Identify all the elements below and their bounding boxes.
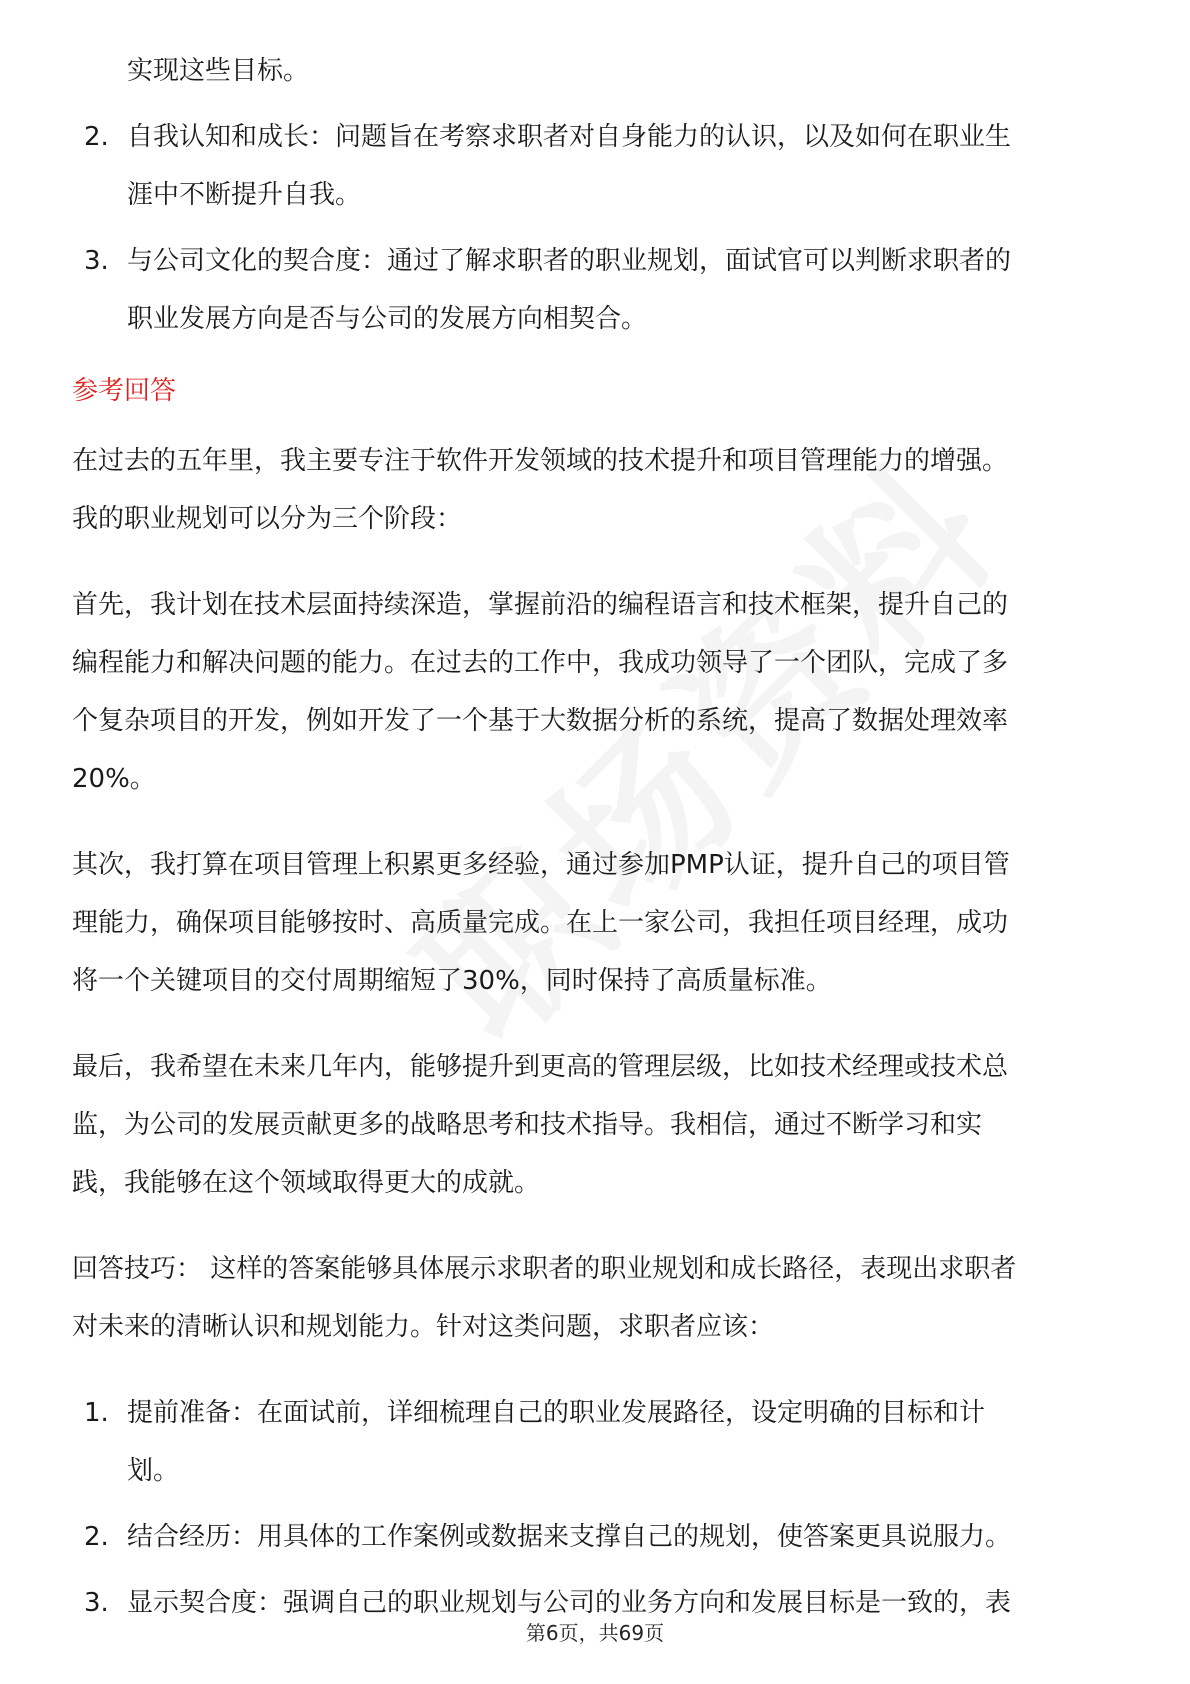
list-text-line: 划。 xyxy=(127,1456,180,1486)
list-number: 2. xyxy=(84,1522,109,1552)
paragraph xyxy=(72,1240,1122,1356)
paragraph-line: 最后，我希望在未来几年内，能够提升到更高的管理层级，比如技术经理或技术总 xyxy=(72,1052,1009,1082)
paragraph xyxy=(72,432,1122,548)
list-number: 3. xyxy=(84,246,109,276)
page-number-footer: 第6页，共69页 xyxy=(525,1621,665,1645)
list-text-line: 实现这些目标。 xyxy=(127,56,310,86)
paragraph-line: 编程能力和解决问题的能力。在过去的工作中，我成功领导了一个团队，完成了多 xyxy=(72,648,1009,678)
list-item xyxy=(72,232,1122,348)
list-text-line: 职业发展方向是否与公司的发展方向相契合。 xyxy=(127,304,648,334)
paragraph-line: 20%。 xyxy=(72,764,156,794)
paragraph-line: 践，我能够在这个领域取得更大的成就。 xyxy=(72,1168,541,1198)
list-text-line: 涯中不断提升自我。 xyxy=(127,180,362,210)
list-number: 2. xyxy=(84,122,109,152)
paragraph-line: 理能力，确保项目能够按时、高质量完成。在上一家公司，我担任项目经理，成功 xyxy=(72,908,1009,938)
list-text-line: 结合经历：用具体的工作案例或数据来支撑自己的规划，使答案更具说服力。 xyxy=(127,1522,1012,1552)
list-item xyxy=(72,1384,1122,1500)
list-number: 3. xyxy=(84,1588,109,1618)
paragraph xyxy=(72,1038,1122,1212)
list-number: 1. xyxy=(84,1398,109,1428)
paragraph-line: 首先，我计划在技术层面持续深造，掌握前沿的编程语言和技术框架，提升自己的 xyxy=(72,590,1009,620)
paragraph-line: 其次，我打算在项目管理上积累更多经验，通过参加PMP认证，提升自己的项目管 xyxy=(72,850,1010,880)
list-item xyxy=(72,1508,1122,1566)
section-heading: 参考回答 xyxy=(72,376,177,406)
paragraph-line: 个复杂项目的开发，例如开发了一个基于大数据分析的系统，提高了数据处理效率 xyxy=(72,706,1009,736)
paragraph-line: 回答技巧： 这样的答案能够具体展示求职者的职业规划和成长路径，表现出求职者 xyxy=(72,1254,1017,1284)
paragraph xyxy=(72,576,1122,808)
list-text-line: 自我认知和成长：问题旨在考察求职者对自身能力的认识，以及如何在职业生 xyxy=(127,122,1012,152)
list-text-line: 显示契合度：强调自己的职业规划与公司的业务方向和发展目标是一致的，表 xyxy=(127,1588,1012,1618)
list-item xyxy=(72,108,1122,224)
paragraph-line: 对未来的清晰认识和规划能力。针对这类问题，求职者应该： xyxy=(72,1312,775,1342)
list-item xyxy=(72,42,1122,100)
paragraph-line: 在过去的五年里，我主要专注于软件开发领域的技术提升和项目管理能力的增强。 xyxy=(72,446,1009,476)
paragraph xyxy=(72,836,1122,1010)
paragraph-line: 监，为公司的发展贡献更多的战略思考和技术指导。我相信，通过不断学习和实 xyxy=(72,1110,983,1140)
paragraph-line: 我的职业规划可以分为三个阶段： xyxy=(72,504,463,534)
page-content xyxy=(72,42,1122,1632)
list-text-line: 提前准备：在面试前，详细梳理自己的职业发展路径，设定明确的目标和计 xyxy=(127,1398,986,1428)
list-text-line: 与公司文化的契合度：通过了解求职者的职业规划，面试官可以判断求职者的 xyxy=(127,246,1012,276)
paragraph-line: 将一个关键项目的交付周期缩短了30%，同时保持了高质量标准。 xyxy=(72,966,832,996)
